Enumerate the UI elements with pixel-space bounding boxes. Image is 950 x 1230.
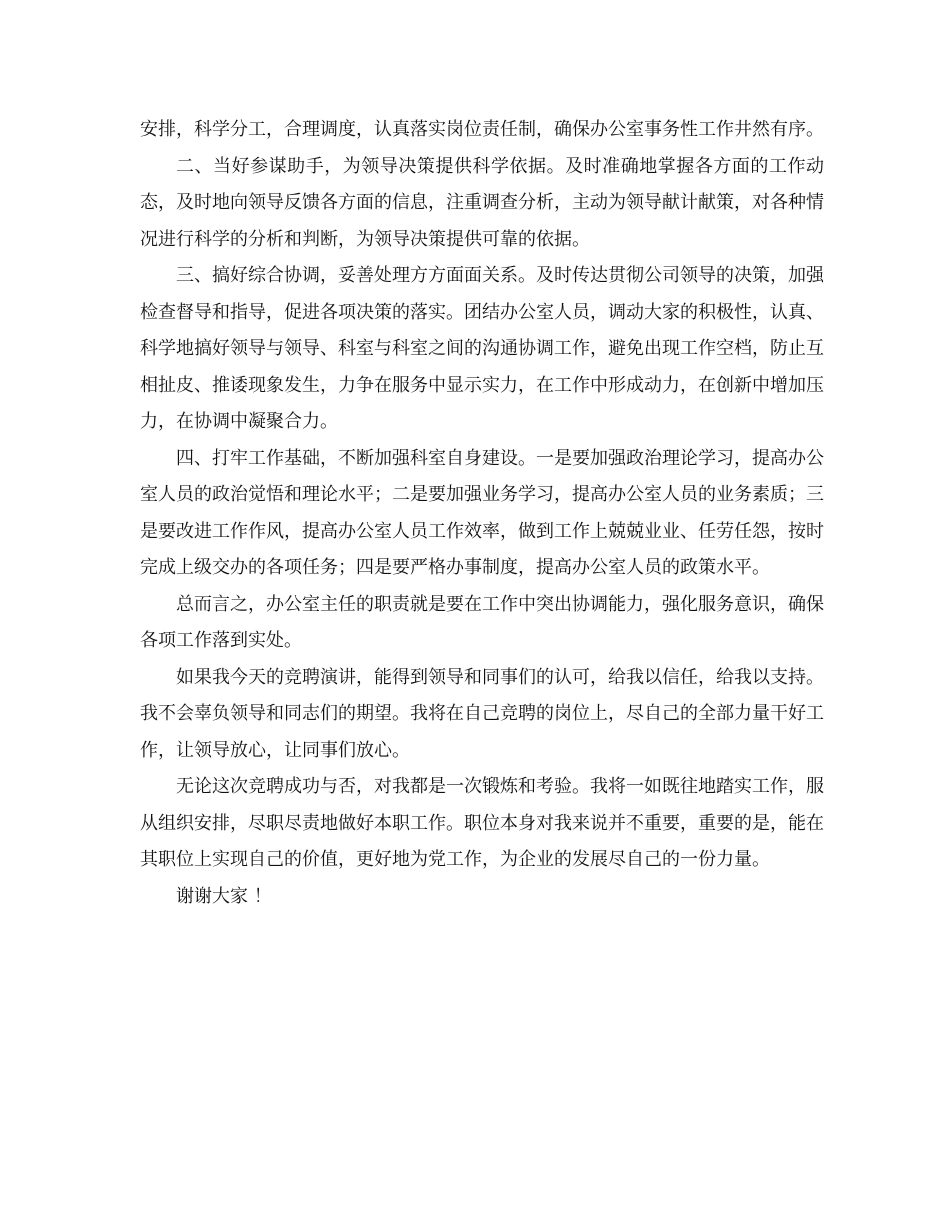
paragraph-commitment: 无论这次竞聘成功与否，对我都是一次锻炼和考验。我将一如既往地踏实工作，服从组织安排，尽职尽责地做好本职工作。职位本身对我来说并不重要，重要的是，能在其职位上实现自己的价值，更好地为党工作，为企业的发展尽自己的一份力量。 — [140, 776, 824, 870]
paragraph-thanks: 谢谢大家 ！ — [176, 885, 272, 907]
paragraph-point-two: 二、当好参谋助手，为领导决策提供科学依据。及时准确地掌握各方面的工作动态，及时地向领导反馈各方面的信息，注重调查分析，主动为领导献计献策，对各种情况进行科学的分析和判断，为领导决策提供可靠的依据。 — [140, 155, 824, 250]
document-body — [140, 112, 824, 915]
paragraph-point-three: 三、搞好综合协调，妥善处理方方面面关系。及时传达贯彻公司领导的决策，加强检查督导和指导，促进各项决策的落实。团结办公室人员，调动大家的积极性，认真、科学地搞好领导与领导、科室与科室之间的沟通协调工作，避免出现工作空档，防止互相扯皮、推诿现象发生，力争在服务中显示实力，在工作中形成动力，在创新中增加压力，在协调中凝聚合力。 — [140, 265, 824, 432]
paragraph-support-request: 如果我今天的竞聘演讲，能得到领导和同事们的认可，给我以信任，给我以支持。我不会辜负领导和同志们的期望。我将在自己竞聘的岗位上，尽自己的全部力量干好工作，让领导放心，让同事们放心。 — [140, 666, 824, 761]
paragraph-continuation: 安排，科学分工，合理调度，认真落实岗位责任制，确保办公室事务性工作井然有序。 — [140, 119, 824, 140]
paragraph-summary: 总而言之，办公室主任的职责就是要在工作中突出协调能力，强化服务意识，确保各项工作落到实处。 — [140, 593, 824, 651]
paragraph-point-four: 四、打牢工作基础，不断加强科室自身建设。一是要加强政治理论学习，提高办公室人员的政治觉悟和理论水平；二是要加强业务学习，提高办公室人员的业务素质；三是要改进工作作风，提高办公室人员工作效率，做到工作上兢兢业业、任劳任怨，按时完成上级交办的各项任务；四是要严格办事制度，提高办公室人员的政策水平。 — [140, 447, 824, 578]
